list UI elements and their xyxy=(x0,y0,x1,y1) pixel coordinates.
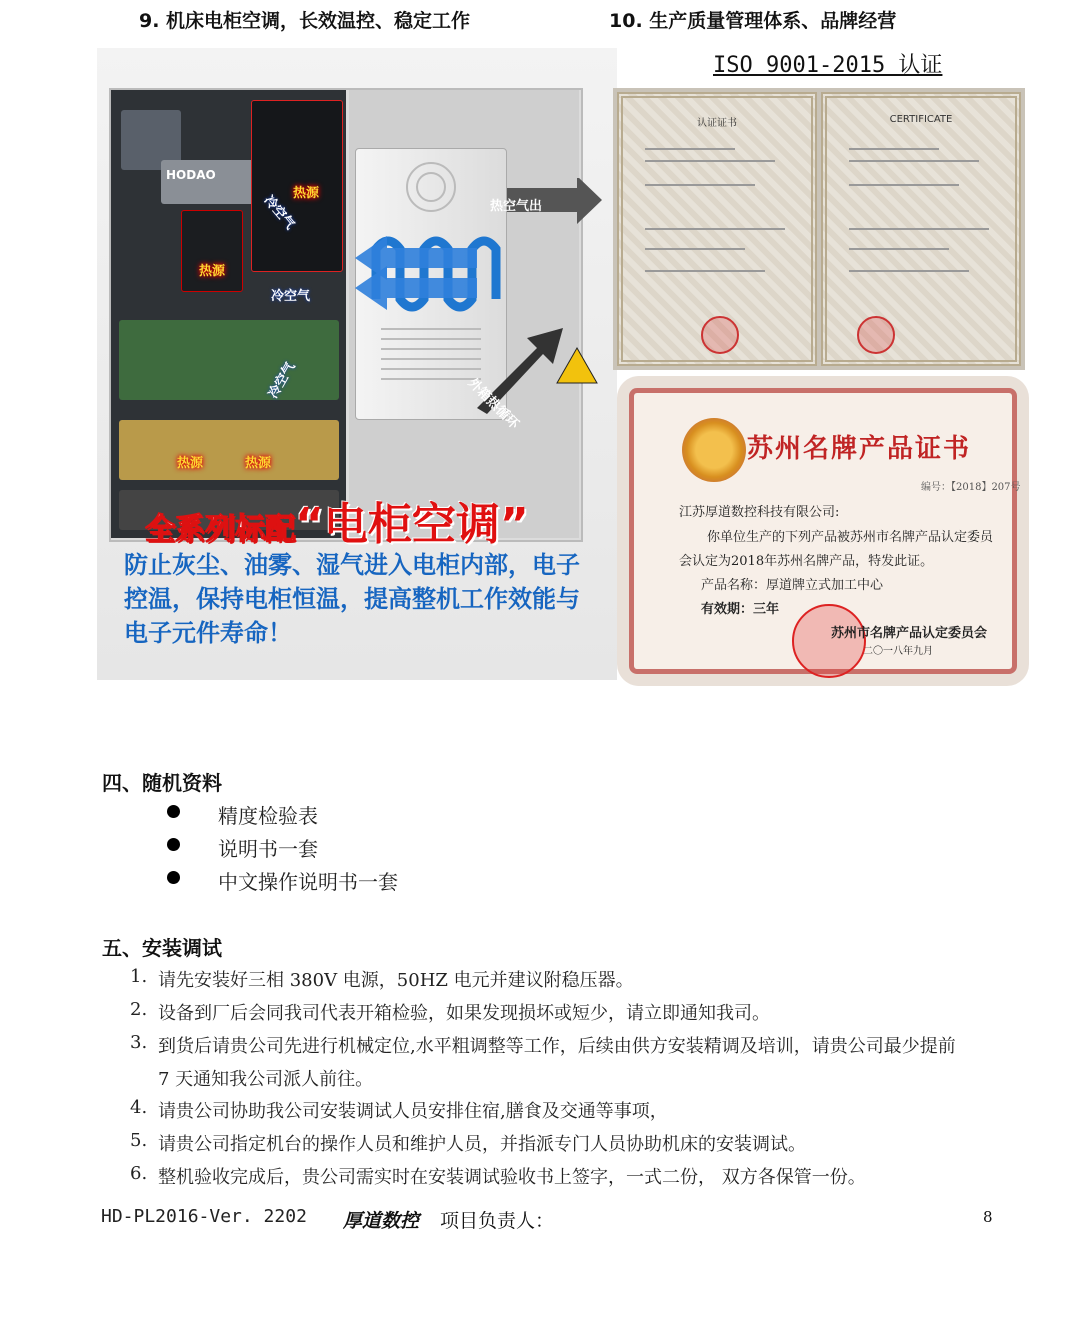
certificate-chinese xyxy=(617,92,817,366)
bullet-icon xyxy=(167,838,180,851)
list-number: 1. xyxy=(130,966,148,987)
certificate-validity: 有效期：三年 xyxy=(701,602,780,617)
bullet-icon xyxy=(167,871,180,884)
list-item: 请先安装好三相 380V 电源，50HZ 电元并建议附稳压器。 xyxy=(158,970,634,991)
outer-cycle-label: 外箱热循环 xyxy=(464,375,522,433)
cold-air-label: 冷空气 xyxy=(271,289,311,304)
section-heading: 四、随机资料 xyxy=(102,771,222,795)
airflow-arrows xyxy=(327,178,617,458)
caption-cabinet-ac: 9. 机床电柜空调，长效温控、稳定工作 xyxy=(139,10,471,32)
cabinet-slogan xyxy=(145,488,529,552)
certificate-date: 二〇一八年九月 xyxy=(863,646,933,657)
cabinet-description: 防止灰尘、油雾、湿气进入电柜内部，电子控温，保持电柜恒温，提高整机工作效能与电子元件寿命！ xyxy=(124,551,580,647)
list-item-continuation: 7 天通知我公司派人前往。 xyxy=(158,1069,374,1090)
heat-source-label: 热源 xyxy=(177,456,204,471)
list-number: 2. xyxy=(130,999,148,1020)
certificate-line: 会认定为2018年苏州名牌产品，特发此证。 xyxy=(679,554,934,569)
document-code: HD-PL2016-Ver. 2202 xyxy=(101,1206,307,1227)
cold-air-label: 冷空气 xyxy=(260,193,298,233)
brand-certificate-title: 苏州名牌产品证书 xyxy=(747,434,972,464)
list-item: 精度检验表 xyxy=(218,804,318,828)
heat-source-label: 热源 xyxy=(293,186,320,201)
project-responsible-label: 项目负责人： xyxy=(440,1210,555,1232)
caption-quality-system: 10. 生产质量管理体系、品牌经营 xyxy=(609,10,897,32)
heat-source-label: 热源 xyxy=(245,456,272,471)
cabinet-ac-illustration xyxy=(97,48,617,680)
cabinet-logo: HODAO xyxy=(166,168,216,182)
list-item: 设备到厂后会同我司代表开箱检验，如果发现损坏或短少，请立即通知我司。 xyxy=(158,1003,770,1024)
red-seal xyxy=(857,316,895,354)
bullet-icon xyxy=(167,805,180,818)
certificate-title: CERTIFICATE xyxy=(889,114,953,125)
certificate-english xyxy=(821,92,1021,366)
suzhou-brand-certificate xyxy=(617,376,1029,686)
footer-brand: 厚道数控 xyxy=(343,1210,420,1232)
certificate-number: 编号：【2018】207号 xyxy=(921,482,1021,493)
certificate-title: 认证证书 xyxy=(697,118,737,129)
iso-certificates-photo xyxy=(613,88,1025,370)
list-number: 3. xyxy=(130,1032,148,1053)
list-number: 6. xyxy=(130,1163,148,1184)
list-item: 整机验收完成后，贵公司需实时在安装调试验收书上签字，一式二份， 双方各保管一份。 xyxy=(158,1167,866,1188)
hot-air-out-label: 热空气出 xyxy=(490,199,543,214)
certificate-product: 产品名称：厚道牌立式加工中心 xyxy=(701,578,884,593)
cabinet-interior xyxy=(111,90,346,538)
gold-emblem xyxy=(682,418,746,482)
red-seal xyxy=(792,604,866,678)
list-item: 中文操作说明书一套 xyxy=(218,870,398,894)
cold-air-label: 冷空气 xyxy=(265,359,299,402)
certificate-issuer: 苏州市名牌产品认定委员会 xyxy=(831,626,988,641)
certificate-company: 江苏厚道数控科技有限公司: xyxy=(679,505,840,520)
list-item: 到货后请贵公司先进行机械定位,水平粗调整等工作，后续由供方安装精调及培训，请贵公司最少提前 xyxy=(158,1036,956,1057)
heat-source-label: 热源 xyxy=(199,264,226,279)
section-heading: 五、安装调试 xyxy=(102,936,222,960)
list-number: 5. xyxy=(130,1130,148,1151)
slogan-part-b: “电柜空调” xyxy=(295,499,529,550)
slogan-part-a: 全系列标配 xyxy=(145,512,295,547)
iso-certification-label: ISO 9001-2015 认证 xyxy=(713,53,943,78)
list-item: 说明书一套 xyxy=(218,837,318,861)
list-item: 请贵公司指定机台的操作人员和维护人员，并指派专门人员协助机床的安装调试。 xyxy=(158,1134,806,1155)
certificate-line: 你单位生产的下列产品被苏州市名牌产品认定委员 xyxy=(707,530,994,545)
red-seal xyxy=(701,316,739,354)
list-item: 请贵公司协助我公司安装调试人员安排住宿,膳食及交通等事项， xyxy=(158,1101,668,1122)
list-number: 4. xyxy=(130,1097,148,1118)
page-number: 8 xyxy=(983,1208,993,1226)
